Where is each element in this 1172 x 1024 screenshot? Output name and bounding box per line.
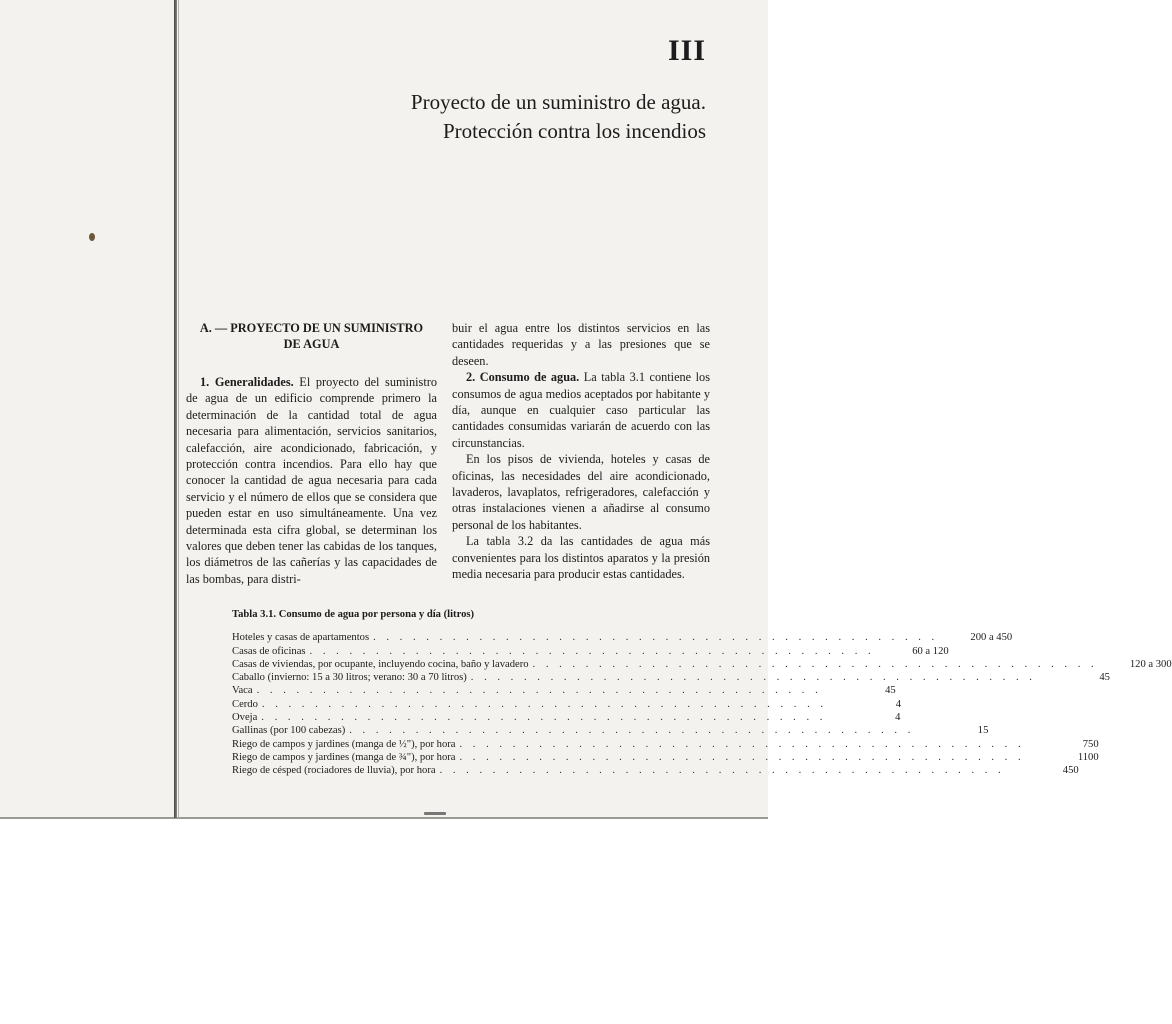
section-heading-line2: DE AGUA	[283, 337, 340, 351]
table-row-label: Riego de campos y jardines (manga de ¾"), por hora	[232, 751, 456, 763]
table-row-label: Oveja	[232, 712, 258, 724]
table-row-label: Hoteles y casas de apartamentos	[232, 632, 370, 644]
table-row-value: 1100	[1077, 751, 1099, 763]
table-row-label: Cerdo	[232, 698, 258, 710]
left-column	[186, 320, 437, 587]
table-row-leader-dots: . . . . . . . . . . . . . . . . . . . . . . . . . . . . . . . . . . . . . . . . . . .	[459, 738, 1025, 750]
table-row-leader-dots: . . . . . . . . . . . . . . . . . . . . . . . . . . . . . . . . . . . . . . . . . . .	[256, 685, 822, 697]
chapter-title-line1: Proyecto de un suministro de agua.	[410, 90, 706, 114]
table-row-value: 60 a 120	[912, 645, 949, 657]
table-row	[232, 684, 896, 697]
paper-speck	[89, 233, 95, 241]
paragraph-generalidades	[186, 374, 437, 587]
section-heading	[186, 320, 437, 352]
table-row	[232, 724, 989, 737]
table-row-value: 120 a 300	[1129, 658, 1172, 670]
chapter-number: III	[667, 34, 706, 67]
table-row-leader-dots: . . . . . . . . . . . . . . . . . . . . . . . . . . . . . . . . . . . . . . . . . . .	[470, 672, 1036, 684]
table-row	[232, 645, 949, 658]
footer-mark	[424, 812, 446, 815]
table-row-value: 15	[977, 725, 989, 737]
chapter-title-line2: Protección contra los incendios	[442, 119, 706, 143]
table-row-leader-dots: . . . . . . . . . . . . . . . . . . . . . . . . . . . . . . . . . . . . . . . . . . .	[261, 698, 828, 710]
page-binding-edge	[174, 0, 177, 818]
table-row-label: Gallinas (por 100 cabezas)	[232, 725, 346, 737]
paragraph-label-generalidades: 1. Generalidades.	[200, 375, 294, 389]
page-binding-shadow	[178, 0, 179, 818]
table-row-label: Riego de césped (rociadores de lluvia), por hora	[232, 765, 436, 777]
table-row-leader-dots: . . . . . . . . . . . . . . . . . . . . . . . . . . . . . . . . . . . . . . . . . . .	[309, 645, 875, 657]
paragraph-text-generalidades: El proyecto del suministro de agua de un edificio comprende primero la determinación de la cantidad total de agua necesaria para alimentación, servicios sanitarios, calefacción, aire acondicionado, fabricación, y protección contra incendios. Para ello hay que conocer la cantidad de agua necesaria para cada servicio y el número de ellos que se considera que pueden estar en uso simultáneamente. Una vez determinada esta cifra global, se determinan los valores que deben tener las cabidas de los tanques, los diámetros de las cañerías y las capacidades de las bombas, para distri-	[186, 375, 437, 586]
table-row-value: 4	[895, 698, 902, 710]
table-row	[232, 671, 1110, 684]
table-row-label: Casas de viviendas, por ocupante, incluyendo cocina, baño y lavadero	[232, 658, 529, 670]
table-row-leader-dots: . . . . . . . . . . . . . . . . . . . . . . . . . . . . . . . . . . . . . . . . . . .	[532, 658, 1098, 670]
table-rows	[232, 631, 1172, 777]
table-row	[232, 711, 901, 724]
table-row-leader-dots: . . . . . . . . . . . . . . . . . . . . . . . . . . . . . . . . . . . . . . . . . . .	[373, 632, 939, 644]
paragraph-continuation: buir el agua entre los distintos servicios en las cantidades requeridas y a las presiones que se deseen.	[452, 321, 710, 368]
right-column	[452, 320, 710, 583]
chapter-title	[286, 88, 706, 146]
table-row	[232, 751, 1099, 764]
table-row	[232, 738, 1099, 751]
table-row-value: 750	[1082, 738, 1099, 750]
table-caption: Tabla 3.1. Consumo de agua por persona y día (litros)	[232, 609, 475, 620]
table-row-leader-dots: . . . . . . . . . . . . . . . . . . . . . . . . . . . . . . . . . . . . . . . . . . .	[349, 725, 915, 737]
table-row-label: Casas de oficinas	[232, 645, 306, 657]
water-consumption-table	[232, 608, 1172, 778]
table-row	[232, 698, 902, 711]
paragraph-label-consumo: 2. Consumo de agua.	[466, 370, 580, 385]
table-row-value: 45	[885, 685, 896, 697]
table-row	[232, 658, 1172, 671]
paragraph-tabla-3-2: La tabla 3.2 da las cantidades de agua más convenientes para los distintos aparatos y la presión media necesaria para producir estas cantidades.	[452, 534, 710, 582]
table-row-leader-dots: . . . . . . . . . . . . . . . . . . . . . . . . . . . . . . . . . . . . . . . . . . .	[459, 751, 1025, 763]
table-row-label: Caballo (invierno: 15 a 30 litros; verano: 30 a 70 litros)	[232, 672, 467, 684]
table-row	[232, 631, 1013, 644]
section-heading-line1: A. — PROYECTO DE UN SUMINISTRO	[199, 321, 424, 335]
paragraph-pisos: En los pisos de vivienda, hoteles y casas de oficinas, las necesidades del aire acondicionado, lavaderos, lavaplatos, refrigeradores, calefacción y otras instalaciones vienen a añadirse al consumo personal de los habitantes.	[452, 452, 710, 532]
table-row-value: 200 a 450	[970, 632, 1013, 644]
table-row-leader-dots: . . . . . . . . . . . . . . . . . . . . . . . . . . . . . . . . . . . . . . . . . . .	[261, 712, 827, 724]
table-row-leader-dots: . . . . . . . . . . . . . . . . . . . . . . . . . . . . . . . . . . . . . . . . . . .	[439, 765, 1005, 777]
table-row-value: 450	[1062, 765, 1079, 777]
paragraph-text-consumo: La tabla 3.1 contiene los consumos de agua medios aceptados por habitante y día, aunque en cualquier caso particular las cantidades consumidas variarán de acuerdo con las circunstancias.	[452, 370, 710, 450]
table-row-value: 45	[1099, 672, 1110, 684]
table-row	[232, 764, 1079, 777]
table-row-label: Riego de campos y jardines (manga de ½"), por hora	[232, 738, 456, 750]
page-bottom-edge	[0, 817, 768, 819]
table-row-value: 4	[895, 712, 901, 724]
paragraph-consumo	[452, 369, 710, 451]
table-row-label: Vaca	[232, 685, 253, 697]
